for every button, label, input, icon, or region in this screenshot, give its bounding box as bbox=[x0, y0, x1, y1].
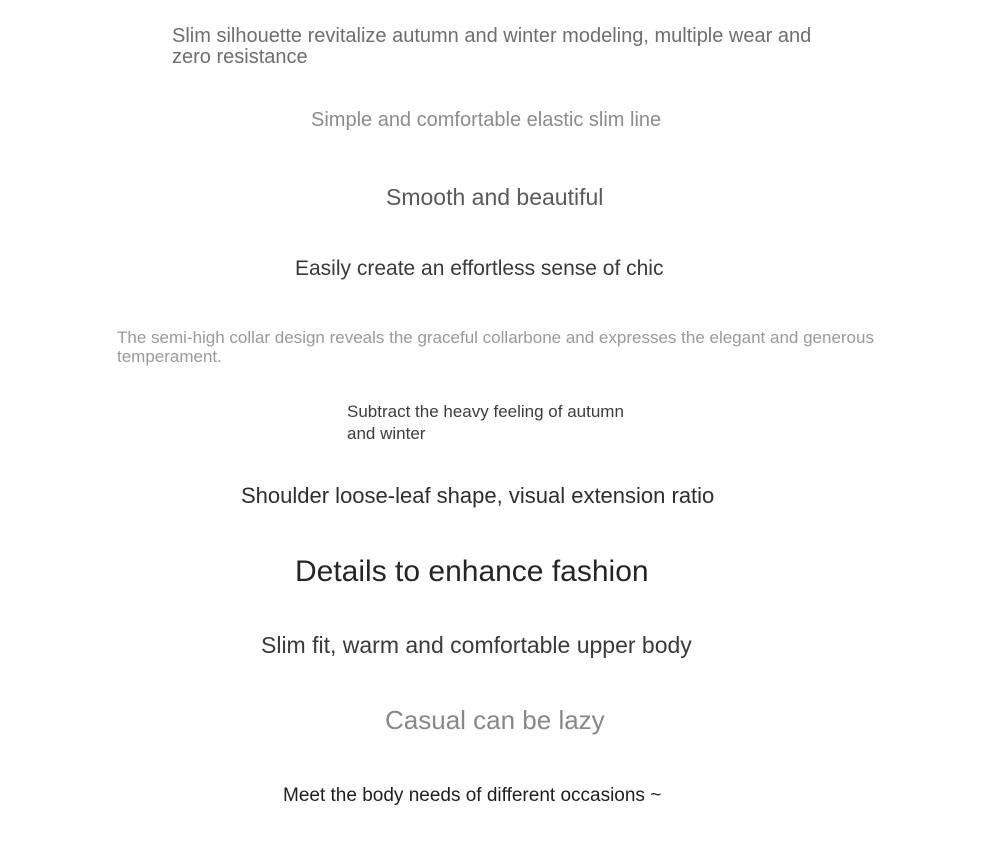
caption-subtract-heavy-feeling: Subtract the heavy feeling of autumn and winter bbox=[347, 402, 624, 443]
caption-semi-high-collar: The semi-high collar design reveals the graceful collarbone and expresses the elegant and generous temperament. bbox=[117, 328, 874, 366]
caption-slim-fit-warm: Slim fit, warm and comfortable upper body bbox=[261, 632, 692, 658]
caption-elastic-slim-line: Simple and comfortable elastic slim line bbox=[311, 109, 662, 131]
caption-details-fashion: Details to enhance fashion bbox=[295, 555, 649, 588]
caption-effortless-chic: Easily create an effortless sense of chic bbox=[295, 257, 664, 280]
caption-shoulder-shape: Shoulder loose-leaf shape, visual extension ratio bbox=[241, 483, 715, 508]
caption-casual-lazy: Casual can be lazy bbox=[385, 705, 605, 735]
caption-slim-silhouette: Slim silhouette revitalize autumn and winter modeling, multiple wear and zero resistance bbox=[172, 25, 812, 68]
caption-smooth-beautiful: Smooth and beautiful bbox=[386, 184, 604, 210]
caption-different-occasions: Meet the body needs of different occasions ~ bbox=[283, 785, 662, 806]
